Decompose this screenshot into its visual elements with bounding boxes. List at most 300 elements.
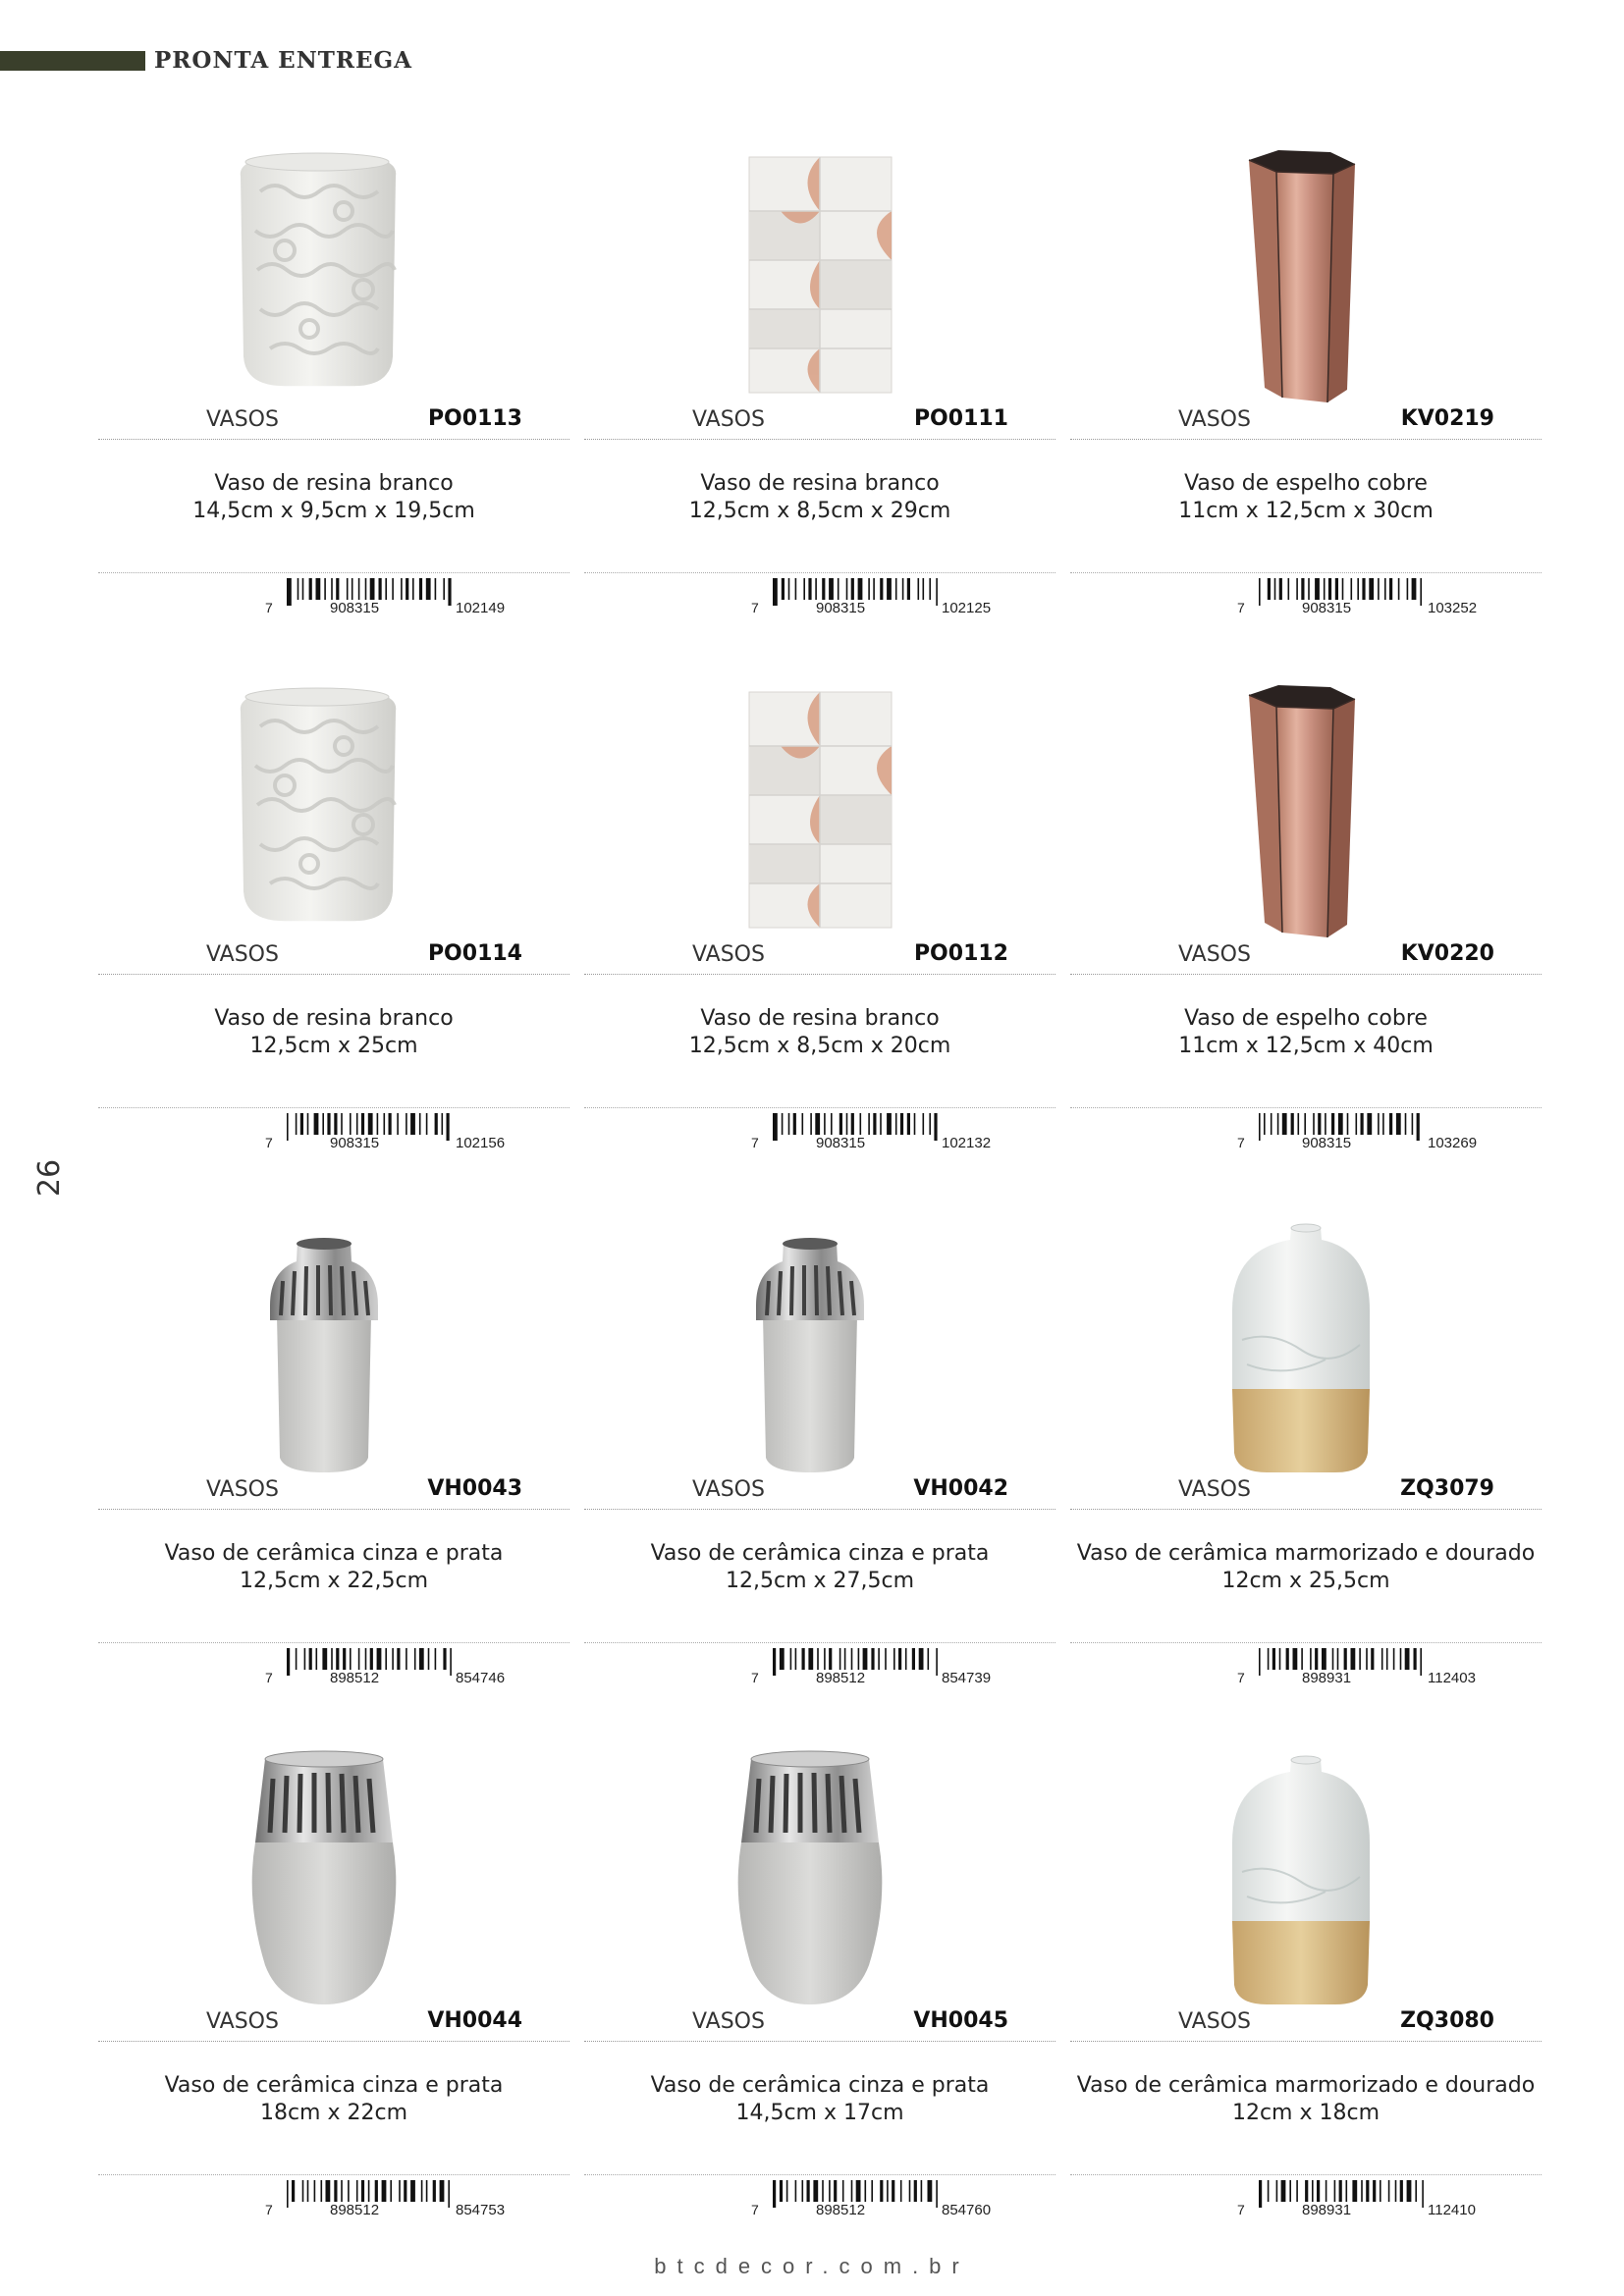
barcode — [751, 1644, 1046, 1693]
barcode-bar — [905, 1648, 907, 1670]
product-size: 12,5cm x 8,5cm x 20cm — [688, 1034, 951, 1058]
barcode-bar — [824, 1648, 826, 1670]
product-code: KV0219 — [1400, 406, 1494, 431]
barcode-bar — [824, 1113, 826, 1135]
vase-grey-silver-bottle-icon — [584, 1173, 1056, 1487]
product-code: PO0114 — [427, 941, 522, 966]
barcode-bar — [1346, 2180, 1348, 2202]
barcode-bar — [1395, 2180, 1397, 2202]
barcode-first-digit: 7 — [265, 1135, 273, 1150]
barcode-bar — [1405, 1113, 1407, 1135]
barcode-bar — [1367, 1113, 1372, 1135]
divider — [98, 572, 569, 573]
barcode-bar — [851, 578, 854, 600]
barcode-bar — [1279, 578, 1282, 600]
barcode-bars — [1237, 1113, 1532, 1141]
divider — [98, 2174, 569, 2175]
barcode-bar — [808, 1648, 813, 1670]
product-header-row — [1070, 938, 1542, 975]
product-name: Vaso de resina branco — [700, 471, 940, 496]
product-description — [98, 2072, 569, 2127]
product-size: 14,5cm x 17cm — [735, 2101, 904, 2125]
barcode-bar — [1371, 1648, 1374, 1670]
barcode-bar — [336, 1648, 339, 1670]
product-category: VASOS — [1178, 1477, 1251, 1502]
barcode-bar — [928, 1648, 930, 1670]
barcode-bar — [309, 578, 312, 600]
barcode-bar — [426, 578, 431, 600]
barcode-bar — [780, 1648, 785, 1670]
barcode-bar — [336, 578, 339, 600]
barcode-bar — [448, 2180, 450, 2208]
barcode-bars — [1237, 2180, 1532, 2208]
barcode-bar — [900, 1113, 903, 1135]
barcode-bar — [868, 578, 870, 600]
barcode-bar — [829, 578, 834, 600]
product-size: 11cm x 12,5cm x 30cm — [1178, 499, 1434, 523]
barcode-bars — [751, 1648, 1046, 1676]
barcode-bar — [428, 1648, 430, 1670]
product-description — [98, 470, 569, 525]
barcode-bar — [1268, 2180, 1270, 2202]
barcode-bar — [887, 578, 892, 600]
barcode-bar — [326, 2180, 331, 2202]
product-name: Vaso de resina branco — [214, 1006, 454, 1031]
barcode-end-digits: 103269 — [1428, 1135, 1478, 1151]
barcode-bar — [871, 1648, 874, 1670]
barcode-bar — [448, 578, 451, 606]
barcode-bar — [860, 1113, 862, 1135]
barcode-bar — [846, 578, 848, 600]
barcode-bar — [1380, 2180, 1381, 2202]
barcode-bar — [368, 2180, 370, 2202]
barcode-bar — [1324, 578, 1326, 600]
barcode-bar — [887, 2180, 889, 2202]
vase-white-resin-swirl-icon — [98, 103, 569, 417]
barcode-bar — [817, 1648, 819, 1670]
barcode-bar — [350, 1113, 352, 1135]
barcode-end-digits: 854753 — [456, 2202, 506, 2218]
barcode-middle-digits: 908315 — [1302, 600, 1352, 616]
barcode-bar — [1389, 578, 1392, 600]
barcode — [265, 1644, 560, 1693]
barcode — [265, 574, 560, 623]
barcode-bar — [1317, 2180, 1320, 2202]
barcode-bar — [1382, 1113, 1384, 1135]
barcode-bar — [296, 1113, 298, 1135]
barcode-bar — [1338, 1113, 1343, 1135]
barcode — [265, 1109, 560, 1158]
barcode-bar — [1308, 578, 1310, 600]
barcode-bar — [773, 578, 778, 606]
product-card[interactable] — [98, 638, 569, 1168]
barcode-first-digit: 7 — [265, 1670, 273, 1685]
product-card[interactable] — [584, 103, 1056, 633]
barcode-bar — [406, 1648, 407, 1670]
barcode-bar — [1417, 1113, 1420, 1141]
product-size: 14,5cm x 9,5cm x 19,5cm — [192, 499, 475, 523]
barcode-bar — [440, 2180, 445, 2202]
barcode-bar — [795, 578, 797, 600]
barcode-bar — [390, 2180, 392, 2202]
barcode-bar — [426, 2180, 428, 2202]
barcode-bar — [773, 2180, 776, 2208]
barcode-bar — [1359, 1648, 1361, 1670]
barcode-bar — [865, 2180, 867, 2202]
product-header-row — [1070, 403, 1542, 440]
barcode-bar — [1332, 1648, 1334, 1670]
barcode-bar — [348, 2180, 350, 2202]
product-header-row — [584, 938, 1056, 975]
barcode-bar — [1335, 578, 1338, 600]
barcode — [751, 2176, 1046, 2225]
barcode-middle-digits: 898512 — [816, 1670, 866, 1686]
barcode-bar — [322, 1648, 327, 1670]
barcode — [751, 574, 1046, 623]
barcode-bar — [880, 1113, 882, 1135]
barcode-bar — [914, 2180, 917, 2202]
barcode-bar — [343, 1648, 346, 1670]
product-code: VH0044 — [427, 2008, 522, 2033]
vase-white-resin-swirl-icon — [98, 638, 569, 952]
barcode-bar — [1325, 1113, 1326, 1135]
product-size: 12,5cm x 25cm — [249, 1034, 418, 1058]
barcode-end-digits: 103252 — [1428, 600, 1478, 616]
divider — [584, 2174, 1056, 2175]
barcode-bar — [298, 578, 299, 600]
product-size: 12,5cm x 8,5cm x 29cm — [688, 499, 951, 523]
barcode-bar — [923, 578, 925, 600]
product-card[interactable] — [1070, 103, 1542, 633]
barcode-bar — [324, 578, 326, 600]
barcode-bar — [829, 1648, 832, 1670]
product-category: VASOS — [1178, 942, 1251, 967]
vase-copper-mirror-icon — [1070, 638, 1542, 952]
barcode-bar — [302, 578, 304, 600]
barcode-first-digit: 7 — [1237, 600, 1245, 615]
divider — [1070, 2174, 1542, 2175]
product-header-row — [584, 403, 1056, 440]
product-name: Vaso de cerâmica cinza e prata — [164, 2073, 504, 2098]
barcode-bar — [385, 1648, 387, 1670]
barcode-bar — [1259, 1648, 1261, 1676]
product-card[interactable] — [1070, 1173, 1542, 1703]
barcode-bar — [782, 1113, 784, 1135]
barcode-bar — [802, 1648, 805, 1670]
barcode-bar — [871, 2180, 873, 2202]
product-card[interactable] — [1070, 1705, 1542, 2235]
barcode-end-digits: 854746 — [456, 1670, 506, 1686]
barcode-bar — [895, 578, 897, 600]
barcode-bar — [356, 2180, 358, 2202]
barcode-bar — [1315, 578, 1320, 600]
barcode-bar — [790, 1648, 792, 1670]
barcode-bar — [1339, 2180, 1342, 2202]
barcode-bar — [435, 1113, 438, 1135]
barcode-bar — [1373, 2180, 1376, 2202]
barcode-bar — [435, 578, 437, 600]
barcode-middle-digits: 908315 — [816, 1135, 866, 1151]
barcode-bar — [907, 578, 910, 600]
page-number: 26 — [32, 1158, 67, 1198]
barcode-bar — [1362, 578, 1365, 600]
barcode-bar — [296, 1648, 298, 1670]
product-name: Vaso de resina branco — [700, 1006, 940, 1031]
product-name: Vaso de resina branco — [214, 471, 454, 496]
barcode-bars — [751, 1113, 1046, 1141]
barcode-middle-digits: 908315 — [330, 1135, 380, 1151]
vase-white-resin-geometric-icon — [584, 638, 1056, 952]
barcode-bar — [392, 578, 394, 600]
product-category: VASOS — [1178, 2009, 1251, 2034]
barcode-bar — [1313, 1113, 1315, 1135]
barcode-bars — [751, 2180, 1046, 2208]
barcode-bar — [1272, 1648, 1275, 1670]
barcode-bar — [1296, 2180, 1298, 2202]
product-size: 11cm x 12,5cm x 40cm — [1178, 1034, 1434, 1058]
barcode-bar — [929, 1113, 931, 1135]
barcode-bar — [1286, 1648, 1289, 1670]
barcode-bar — [331, 578, 333, 600]
barcode-bar — [1305, 2180, 1308, 2202]
product-card[interactable] — [584, 1173, 1056, 1703]
barcode-bar — [287, 1648, 290, 1676]
barcode-bar — [426, 1113, 428, 1135]
vase-copper-mirror-icon — [1070, 103, 1542, 417]
barcode-bar — [414, 1648, 416, 1670]
barcode-bar — [895, 1113, 897, 1135]
barcode-bar — [1301, 1648, 1303, 1670]
barcode-bar — [309, 1648, 312, 1670]
barcode-bar — [892, 2180, 894, 2202]
barcode-bar — [786, 2180, 788, 2202]
barcode-bar — [900, 2180, 902, 2202]
barcode-bar — [868, 1113, 870, 1135]
barcode-bar — [307, 1113, 309, 1135]
barcode-bar — [334, 2180, 337, 2202]
barcode-bar — [1407, 2180, 1412, 2202]
barcode-bar — [1405, 1648, 1410, 1670]
barcode-bar — [352, 578, 353, 600]
barcode-bar — [851, 2180, 853, 2202]
barcode-bar — [334, 1113, 337, 1135]
barcode-bar — [358, 578, 360, 600]
vase-grey-silver-bowl-icon — [98, 1705, 569, 2019]
barcode-bar — [1388, 2180, 1390, 2202]
barcode-bar — [788, 1113, 790, 1135]
barcode-end-digits: 102156 — [456, 1135, 506, 1151]
barcode-bar — [292, 2180, 295, 2202]
barcode-first-digit: 7 — [1237, 1135, 1245, 1150]
product-card[interactable] — [584, 1705, 1056, 2235]
barcode-bar — [834, 2180, 837, 2202]
barcode-bar — [1420, 1648, 1422, 1676]
barcode-bar — [302, 2180, 304, 2202]
barcode-bar — [370, 578, 375, 600]
barcode-bar — [782, 578, 785, 600]
product-category: VASOS — [1178, 407, 1251, 432]
barcode-bar — [893, 1648, 895, 1670]
barcode-bar — [863, 1648, 868, 1670]
barcode-bar — [1318, 1113, 1321, 1135]
barcode-bars — [265, 2180, 560, 2208]
barcode-bar — [1312, 2180, 1314, 2202]
barcode-bar — [909, 2180, 911, 2202]
product-category: VASOS — [692, 1477, 765, 1502]
product-code: PO0113 — [427, 406, 522, 431]
divider — [98, 1107, 569, 1108]
product-category: VASOS — [206, 1477, 279, 1502]
barcode-bar — [321, 2180, 323, 2202]
barcode-bar — [300, 1113, 303, 1135]
product-description — [98, 1005, 569, 1060]
barcode-first-digit: 7 — [751, 600, 759, 615]
barcode-bar — [1344, 1648, 1347, 1670]
divider — [1070, 1642, 1542, 1643]
barcode-bar — [419, 1113, 421, 1135]
barcode-bar — [878, 1648, 880, 1670]
barcode-first-digit: 7 — [751, 1670, 759, 1685]
barcode-bar — [921, 2180, 923, 2202]
barcode-bar — [399, 2180, 401, 2202]
barcode-bar — [795, 2180, 797, 2202]
barcode-bar — [936, 2180, 938, 2208]
barcode-bar — [370, 1648, 373, 1670]
barcode-bar — [379, 578, 382, 600]
barcode-end-digits: 854739 — [942, 1670, 992, 1686]
product-code: VH0042 — [913, 1476, 1008, 1501]
barcode-bar — [802, 2180, 804, 2202]
barcode — [265, 2176, 560, 2225]
barcode-bar — [397, 1113, 399, 1135]
vase-marble-gold-icon — [1070, 1705, 1542, 2019]
barcode-bar — [873, 1113, 876, 1135]
barcode-end-digits: 112410 — [1428, 2202, 1476, 2218]
product-code: PO0111 — [913, 406, 1008, 431]
barcode-bar — [1296, 578, 1298, 600]
product-header-row — [1070, 2005, 1542, 2042]
product-category: VASOS — [692, 407, 765, 432]
barcode-bar — [389, 1113, 392, 1135]
product-code: KV0220 — [1400, 941, 1494, 966]
barcode-bar — [410, 1113, 415, 1135]
barcode-bar — [822, 578, 825, 600]
barcode-end-digits: 102149 — [456, 600, 506, 616]
barcode-bar — [1310, 1648, 1312, 1670]
barcode-bar — [433, 2180, 436, 2202]
barcode-middle-digits: 898512 — [330, 1670, 380, 1686]
barcode-middle-digits: 908315 — [330, 600, 380, 616]
barcode-bar — [808, 578, 811, 600]
barcode-bar — [838, 578, 839, 600]
barcode-middle-digits: 898931 — [1302, 2202, 1352, 2218]
barcode-bar — [1407, 578, 1409, 600]
barcode-bar — [858, 1648, 860, 1670]
barcode-bars — [1237, 1648, 1532, 1676]
product-card[interactable] — [98, 103, 569, 633]
product-name: Vaso de espelho cobre — [1184, 1006, 1428, 1031]
barcode-bar — [341, 1113, 343, 1135]
barcode-bar — [1396, 1113, 1401, 1135]
barcode-bar — [350, 1648, 352, 1670]
barcode-bar — [1291, 1113, 1294, 1135]
barcode-bar — [1301, 578, 1304, 600]
divider — [1070, 572, 1542, 573]
barcode-bar — [1277, 1113, 1279, 1135]
barcode-bar — [406, 1113, 407, 1135]
barcode-bar — [788, 578, 790, 600]
barcode-bar — [907, 1113, 910, 1135]
barcode-bar — [412, 578, 414, 600]
product-header-row — [1070, 1473, 1542, 1510]
barcode-bar — [421, 2180, 423, 2202]
footer-website-link[interactable]: btcdecor.com.br — [654, 2254, 970, 2278]
product-name: Vaso de cerâmica marmorizado e dourado — [1076, 2073, 1536, 2098]
barcode-bar — [803, 578, 805, 600]
product-card[interactable] — [1070, 638, 1542, 1168]
barcode — [751, 1109, 1046, 1158]
barcode-first-digit: 7 — [1237, 1670, 1245, 1685]
product-header-row — [98, 403, 569, 440]
product-category: VASOS — [692, 942, 765, 967]
barcode-bar — [829, 2180, 831, 2202]
product-description — [98, 1540, 569, 1595]
barcode-bar — [1351, 578, 1353, 600]
barcode-bar — [331, 1648, 333, 1670]
barcode-end-digits: 102132 — [942, 1135, 992, 1151]
barcode-bar — [1281, 2180, 1286, 2202]
barcode-bar — [1361, 2180, 1363, 2202]
section-title: PRONTA ENTREGA — [154, 47, 412, 74]
barcode-middle-digits: 898512 — [816, 2202, 866, 2218]
barcode-bar — [1289, 2180, 1291, 2202]
vase-grey-silver-bottle-icon — [98, 1173, 569, 1487]
barcode-bar — [1369, 578, 1374, 600]
barcode-bar — [839, 1648, 841, 1670]
barcode-bar — [341, 2180, 343, 2202]
barcode-bar — [419, 578, 422, 600]
barcode-bar — [368, 1113, 373, 1135]
barcode-bar — [1334, 2180, 1336, 2202]
barcode-bar — [887, 1113, 892, 1135]
barcode-bar — [929, 578, 931, 600]
barcode-bar — [1264, 1113, 1266, 1135]
barcode-bar — [358, 1648, 360, 1670]
product-card[interactable] — [98, 1173, 569, 1703]
product-size: 12cm x 25,5cm — [1221, 1569, 1390, 1593]
barcode-bar — [392, 1648, 394, 1670]
barcode-bars — [1237, 578, 1532, 606]
barcode-bar — [365, 1648, 367, 1670]
product-card[interactable] — [98, 1705, 569, 2235]
barcode-bar — [1288, 578, 1290, 600]
barcode-bar — [322, 1113, 324, 1135]
barcode-first-digit: 7 — [1237, 2202, 1245, 2217]
barcode-bar — [815, 1113, 820, 1135]
barcode-bar — [1331, 1113, 1334, 1135]
product-card[interactable] — [584, 638, 1056, 1168]
barcode-bar — [1274, 578, 1276, 600]
barcode-bar — [844, 1648, 846, 1670]
product-description — [1070, 1005, 1542, 1060]
barcode-bar — [375, 2180, 378, 2202]
barcode-first-digit: 7 — [751, 1135, 759, 1150]
barcode-bars — [751, 578, 1046, 606]
barcode-bar — [406, 578, 408, 600]
barcode-bar — [1326, 2180, 1327, 2202]
product-code: VH0043 — [427, 1476, 522, 1501]
barcode-bar — [934, 1113, 937, 1141]
